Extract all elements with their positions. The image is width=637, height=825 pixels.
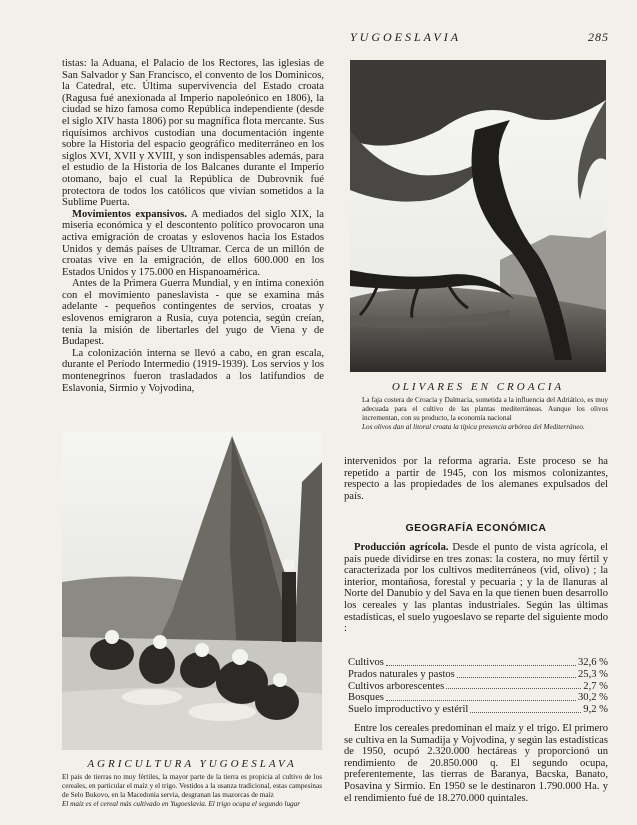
land-use-value: 32,6 %: [577, 657, 608, 668]
land-use-table: [348, 657, 608, 716]
right-column-bottom: [344, 723, 608, 804]
land-use-label: Prados naturales y pastos: [348, 668, 455, 680]
paragraph: tistas: la Aduana, el Palacio de los Rectores, las iglesias de San Salvador y San Francisco, el convento de los Dominicos, la Catedral, etc. Última supervivencia del Estado croata (Ragusa fué anexionada al Imperio napoleónico en 1806), la ciudad se hizo famosa como República independiente (desde el siglo XIV hasta 1806) por su magnífica flota mercante. Sus riquísimos archivos custodian una documentación ingente sobre la Historia del espacio geográfico mediterráneo en los siglos XVI, XVII y XVIII, y son indispensables además, para el estudio de la Historia de los Balcanes durante el Imperio otomano, bajo el cual la República de Dubrovnik fué protectora de todos los católicos que vivían sometidos a la Sublime Puerta.: [62, 58, 324, 209]
paragraph: [344, 542, 608, 635]
land-use-row: [348, 692, 608, 704]
leader-dots: [386, 657, 576, 666]
agriculture-photo-title: AGRICULTURA YUGOESLAVA: [87, 758, 297, 770]
right-column-lower: [344, 542, 608, 635]
olive-photo-title: OLIVARES EN CROACIA: [391, 381, 565, 393]
leader-dots: [446, 681, 581, 690]
paragraph: [62, 209, 324, 279]
land-use-row: [348, 704, 608, 716]
caption-italic-text: El maíz es el cereal más cultivado en Yugoeslavia. El trigo ocupa el segundo lugar: [62, 800, 301, 808]
page-number: 285: [588, 30, 609, 44]
caption-text: El país de tierras no muy fértiles, la mayor parte de la tierra es propicia al cultivo de los cereales, en particular el maíz y el trigo. Vestidos a la usanza tradicional, estas campesinas de Selo Bukovo, en la Macedonia servia, desgranan las mazorcas de maíz: [62, 773, 322, 799]
land-use-row: [348, 669, 608, 681]
leader-dots: [457, 669, 576, 678]
leader-dots: [470, 704, 581, 713]
paragraph-heading: Producción agrícola.: [354, 542, 449, 553]
land-use-value: 9,2 %: [583, 704, 608, 716]
paragraph-body: A mediados del siglo XIX, la miseria económica y el descontento político provocaron una activa emigración de croatas y eslovenos hacia los Estados Unidos y demás países de Ultramar. Cerca de un millón de croatas vive en la emigración, de ellos 600.000 en los Estados Unidos y 175.000 en Hispanoamérica.: [62, 208, 324, 278]
agriculture-photo: [62, 432, 322, 750]
land-use-row: [348, 657, 608, 669]
land-use-value: 25,3 %: [577, 668, 608, 680]
paragraph-heading: Movimientos expansivos.: [72, 208, 187, 220]
land-use-row: [348, 681, 608, 693]
right-column-upper: [344, 456, 608, 502]
land-use-label: Cultivos arborescentes: [348, 680, 445, 692]
agriculture-photo-caption: [62, 773, 322, 809]
olive-tree-photo: [350, 60, 606, 372]
land-use-value: 30,2 %: [577, 692, 608, 704]
olive-photo-caption: [362, 396, 608, 432]
caption-italic-text: Los olivos dan al litoral croata la típica presencia arbórea del Mediterráneo.: [362, 423, 585, 431]
land-use-label: Suelo improductivo y estéril: [348, 704, 469, 716]
land-use-label: Bosques: [348, 692, 384, 704]
olive-tree-illustration: [350, 60, 606, 372]
land-use-label: Cultivos: [348, 657, 384, 668]
paragraph: intervenidos por la reforma agraria. Este proceso se ha repetido a partir de 1945, con los mismos colonizantes, respecto a las propiedades de los alemanes expulsados del país.: [344, 456, 608, 502]
land-use-value: 2,7 %: [583, 680, 608, 692]
page-header: [350, 30, 609, 46]
left-column: [62, 58, 324, 394]
caption-text: La faja costera de Croacia y Dalmacia, sometida a la influencia del Adriático, es muy adecuada para el cultivo de las plantas mediterráneas. Aunque los olivos incrementan, con su producto, la economía nacional: [362, 396, 608, 422]
leader-dots: [386, 692, 576, 701]
haystack-farmers-illustration: [62, 432, 322, 750]
section-heading: GEOGRAFÍA ECONÓMICA: [405, 522, 547, 534]
paragraph: La colonización interna se llevó a cabo, en gran escala, durante el Período Intermedio (1919-1939). Los servios y los montenegrinos fueron trasladados a los latifundios de Eslavonia, Sirmio y Vojvodina,: [62, 347, 324, 394]
paragraph-body: Desde el punto de vista agrícola, el país puede dividirse en tres zonas: la costera, no muy fértil y caracterizada por los cultivos mediterráneos (vid, olivo) ; la interior, montañosa, forestal y pecuaria ; y la de llanuras al Norte del Danubio y del Sava en la que tienen buen desarrollo los cereales y las plantas industriales. Según las últimas estadísticas, el suelo yugoeslavo se reparte del siguiente modo :: [344, 542, 609, 635]
paragraph: Entre los cereales predominan el maíz y el trigo. El primero se cultiva en la Sumadija y Vojvodina, y según las estadísticas de 1950, ocupó 2.320.000 hectáreas y proporcionó un rendimiento de 20.850.000 q. El segundo ocupa, preferentemente, las tierras de Baranya, Bacska, Banato, Posavina y Sirmio. En 1950 se le destinaron 1.790.000 Ha. y el rendimiento fué de 18.270.000 quintales.: [344, 723, 608, 804]
paragraph: Antes de la Primera Guerra Mundial, y en íntima conexión con el movimiento paneslavista - que se examina más adelante - pequeños contingentes de servios, croatas y eslovenos emigraron a Rusia, cuya potencia, según creían, tenía la misión de libertarles del yugo de Viena y de Budapest.: [62, 278, 324, 348]
running-title: YUGOESLAVIA: [350, 30, 462, 44]
